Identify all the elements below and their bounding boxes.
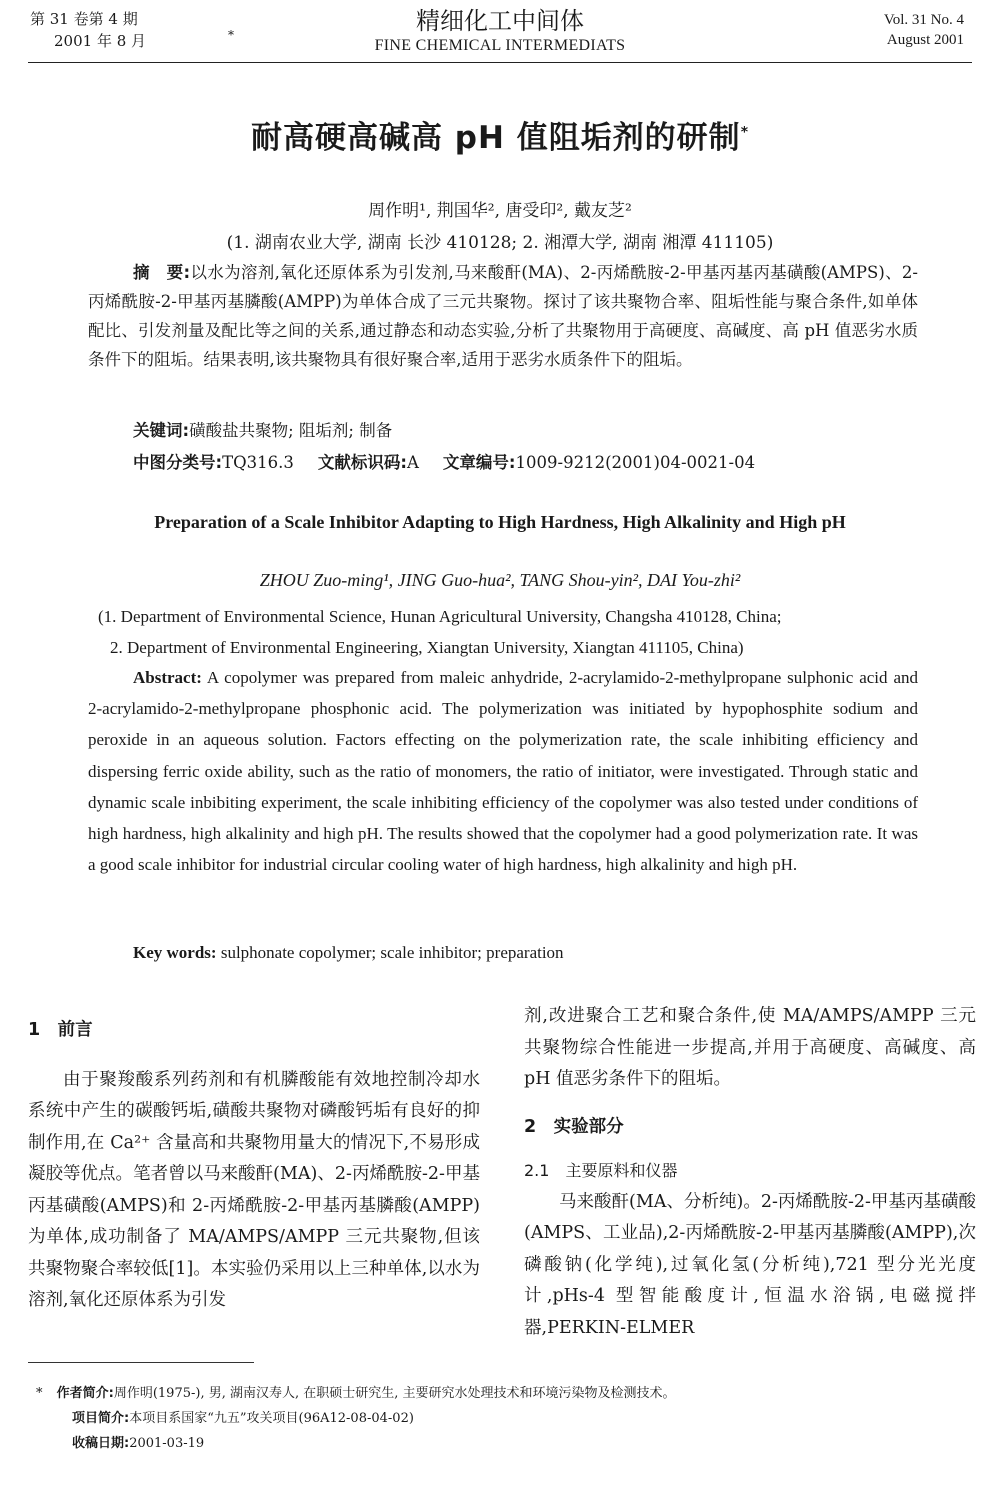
affiliation-en (98, 601, 970, 663)
footnote-rule (28, 1362, 254, 1363)
article-number-label: 文章编号: (442, 453, 516, 472)
header-center (0, 6, 1000, 56)
footnotes (36, 1381, 956, 1456)
classification-line (133, 449, 755, 473)
affiliation-zh: (1. 湖南农业大学, 湖南 长沙 410128; 2. 湘潭大学, 湖南 湘潭 411105) (226, 233, 774, 253)
footnote-author (36, 1381, 956, 1406)
header-rule (28, 62, 972, 63)
body-column-left (28, 1015, 480, 1317)
title-text: 耐高硬高碱高 pH 值阻垢剂的研制 (250, 120, 741, 156)
footnote-received-label: 收稿日期: (72, 1436, 130, 1451)
title-footnote-mark: * (740, 124, 750, 141)
abstract-en (88, 662, 918, 880)
affiliation-en-line: (1. Department of Environmental Science, Hunan Agricultural University, Changsha 410128, China; (98, 607, 782, 626)
keywords-en-label: Key words: (133, 943, 217, 962)
article-number-value: 1009-9212(2001)04-0021-04 (515, 453, 756, 472)
abstract-zh (88, 258, 918, 374)
volume-issue-en: Vol. 31 No. 4 (883, 12, 964, 28)
footnote-author-text: 周作明(1975-), 男, 湖南汉寿人, 在职硕士研究生, 主要研究水处理技术和环境污染物及检测技术。 (113, 1386, 676, 1401)
abstract-en-label: Abstract: (133, 668, 202, 687)
affiliation-en-line: 2. Department of Environmental Engineering, Xiangtan University, Xiangtan 411105, China) (110, 638, 744, 657)
keywords-en-text: sulphonate copolymer; scale inhibitor; preparation (220, 943, 564, 962)
volume-issue-zh: 第 31 卷第 4 期 (30, 10, 138, 28)
keywords-zh (133, 417, 392, 441)
footnote-project-text: 本项目系国家“九五”攻关项目(96A12-08-04-02) (129, 1411, 414, 1426)
authors-zh: 周作明¹, 荆国华², 唐受印², 戴友芝² (368, 201, 632, 221)
keywords-zh-label: 关键词: (133, 421, 190, 440)
date-zh: 2001 年 8 月 (54, 32, 147, 50)
footnote-project-label: 项目简介: (72, 1411, 130, 1426)
journal-name-en: FINE CHEMICAL INTERMEDIATS (374, 37, 626, 54)
clc-label: 中图分类号: (133, 453, 223, 472)
abstract-en-text: A copolymer was prepared from maleic anhydride, 2-acrylamido-2-methylpropane sulphonic acid and 2-acrylamido-2-methylpropane phosphonic acid. The polymerization was initiated by hypophosphite sodium and peroxide in an aqueous solution. Factors effecting on the polymerization rate, the scale inhibiting efficiency and dispersing ferric oxide ability, such as the ratio of monomers, the ratio of initiator, were investigated. Through static and dynamic scale inbibiting experiment, the scale inhibiting efficiency of the copolymer was also tested under conditions of high hardness, high alkalinity and high pH. The results showed that the copolymer had a good polymerization rate. It was a good scale inhibitor for industrial circular cooling water of high hardness, high alkalinity and high pH. (88, 668, 918, 875)
header-star: * (228, 28, 234, 42)
abstract-zh-label: 摘 要: (133, 263, 191, 282)
authors-en: ZHOU Zuo-ming¹, JING Guo-hua², TANG Shou-yin², DAI You-zhi² (259, 570, 741, 590)
footnote-marker: * (36, 1386, 43, 1401)
section-1-continuation: 剂,改进聚合工艺和聚合条件,使 MA/AMPS/AMPP 三元共聚物综合性能进一步提高,并用于高硬度、高碱度、高 pH 值恶劣条件下的阻垢。 (524, 1006, 976, 1089)
doc-code-value: A (407, 453, 419, 472)
section-2-1-heading: 2.1 主要原料和仪器 (524, 1161, 678, 1180)
paper-title-en: Preparation of a Scale Inhibitor Adapting to High Hardness, High Alkalinity and High pH (154, 512, 846, 532)
keywords-zh-text: 磺酸盐共聚物; 阻垢剂; 制备 (189, 421, 393, 440)
section-2-heading: 2 实验部分 (524, 1116, 624, 1137)
footnote-received (36, 1431, 956, 1456)
clc-value: TQ316.3 (222, 453, 294, 472)
header-right (884, 10, 964, 50)
date-en: August 2001 (886, 32, 964, 48)
section-1-heading: 1 前言 (28, 1020, 93, 1040)
footnote-received-text: 2001-03-19 (129, 1436, 205, 1451)
doc-code-label: 文献标识码: (317, 453, 407, 472)
section-2-1-paragraph: 马来酸酐(MA、分析纯)。2-丙烯酰胺-2-甲基丙基磺酸(AMPS、工业品),2-丙烯酰胺-2-甲基丙基膦酸(AMPP),次磷酸钠(化学纯),过氧化氢(分析纯),721 型分光光度计,pHs-4 型智能酸度计,恒温水浴锅,电磁搅拌器,PERKIN-ELMER (524, 1191, 976, 1338)
keywords-en (133, 943, 564, 963)
body-column-right (524, 1001, 976, 1344)
paper-title-zh (0, 112, 1000, 157)
journal-name-zh: 精细化工中间体 (416, 7, 584, 35)
abstract-zh-text: 以水为溶剂,氧化还原体系为引发剂,马来酸酐(MA)、2-丙烯酰胺-2-甲基丙基丙基磺酸(AMPS)、2-丙烯酰胺-2-甲基丙基膦酸(AMPP)为单体合成了三元共聚物。探讨了该共聚物合率、阻垢性能与聚合条件,如单体配比、引发剂量及配比等之间的关系,通过静态和动态实验,分析了共聚物用于高硬度、高碱度、高 pH 值恶劣水质条件下的阻垢。结果表明,该共聚物具有很好聚合率,适用于恶劣水质条件下的阻垢。 (88, 263, 918, 369)
footnote-project (36, 1406, 956, 1431)
section-1-paragraph: 由于聚羧酸系列药剂和有机膦酸能有效地控制冷却水系统中产生的碳酸钙垢,磺酸共聚物对磷酸钙垢有良好的抑制作用,在 Ca²⁺ 含量高和共聚物用量大的情况下,不易形成凝胶等优点。笔者曾以马来酸酐(MA)、2-丙烯酰胺-2-甲基丙基磺酸(AMPS)和 2-丙烯酰胺-2-甲基丙基膦酸(AMPP)为单体,成功制备了 MA/AMPS/AMPP 三元共聚物,但该共聚物聚合率较低[1]。本实验仍采用以上三种单体,以水为溶剂,氧化还原体系为引发 (28, 1069, 480, 1310)
footnote-author-label: 作者简介: (56, 1386, 114, 1401)
